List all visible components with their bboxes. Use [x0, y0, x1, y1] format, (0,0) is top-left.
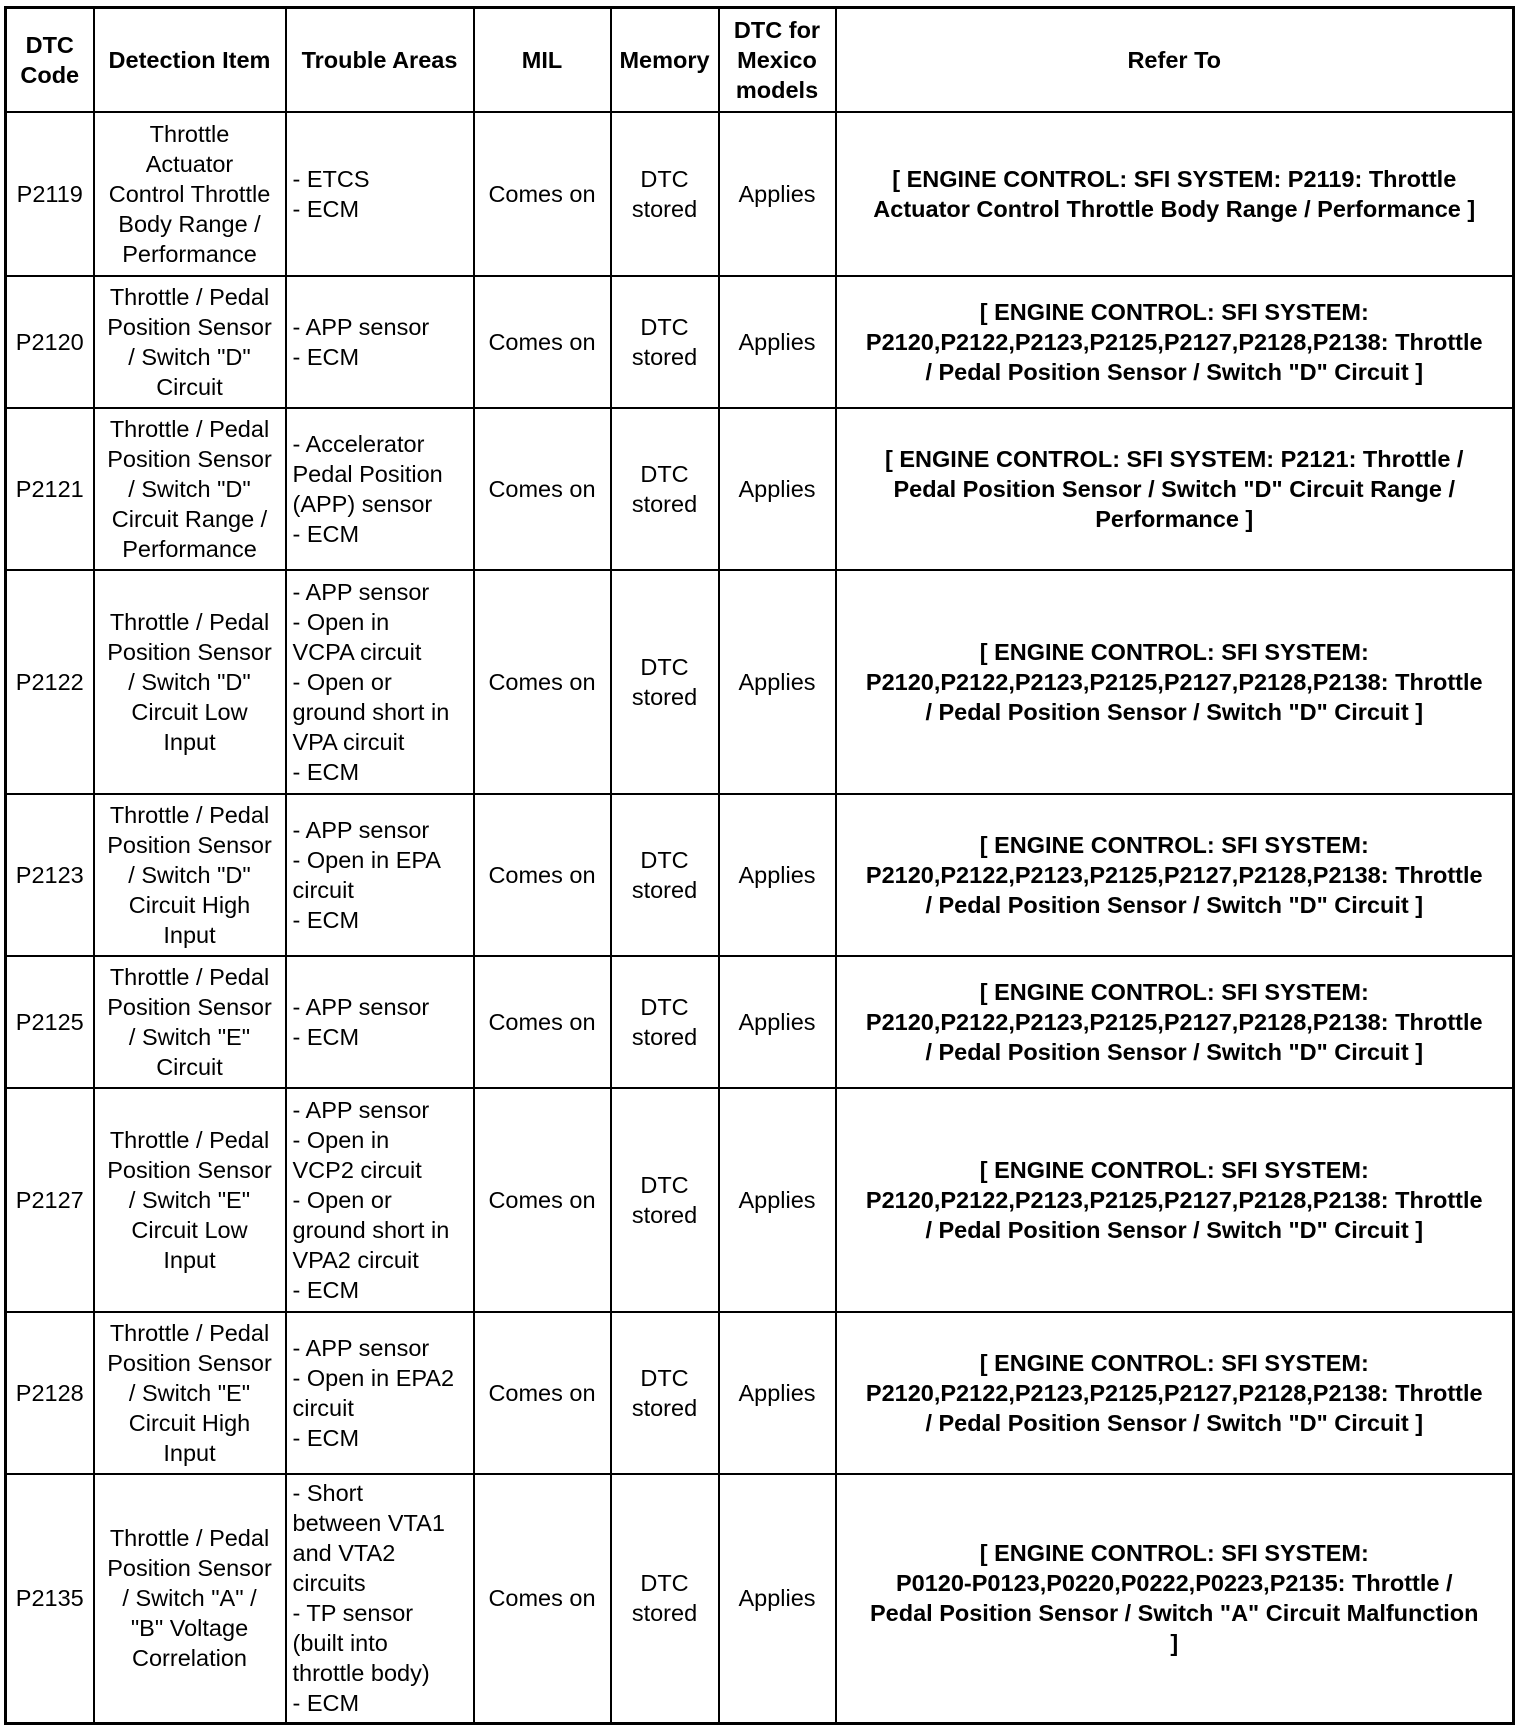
table-row — [6, 794, 1514, 956]
table-row — [6, 276, 1514, 408]
table-row — [6, 1474, 1514, 1724]
table-body — [6, 112, 1514, 1724]
detection-item-cell: Throttle / Pedal Position Sensor / Switch "D" Circuit Low Input — [94, 570, 286, 794]
header-detection-item: Detection Item — [94, 8, 286, 112]
detection-item-cell: Throttle / Pedal Position Sensor / Switch "E" Circuit Low Input — [94, 1088, 286, 1312]
table-row — [6, 112, 1514, 276]
memory-cell: DTC stored — [611, 112, 719, 276]
mexico-cell: Applies — [719, 1312, 836, 1474]
trouble-areas-cell: - ETCS - ECM — [286, 112, 474, 276]
table-row — [6, 570, 1514, 794]
refer-to-cell: [ ENGINE CONTROL: SFI SYSTEM: P2120,P2122,P2123,P2125,P2127,P2128,P2138: Throttle / Pedal Position Sensor / Switch "D" Circuit ] — [836, 794, 1514, 956]
refer-to-cell: [ ENGINE CONTROL: SFI SYSTEM: P2120,P2122,P2123,P2125,P2127,P2128,P2138: Throttle / Pedal Position Sensor / Switch "D" Circuit ] — [836, 956, 1514, 1088]
mil-cell: Comes on — [474, 1312, 611, 1474]
mil-cell: Comes on — [474, 1088, 611, 1312]
trouble-areas-cell: - APP sensor - Open in VCP2 circuit - Open or ground short in VPA2 circuit - ECM — [286, 1088, 474, 1312]
trouble-areas-cell: - APP sensor - Open in VCPA circuit - Open or ground short in VPA circuit - ECM — [286, 570, 474, 794]
refer-to-cell: [ ENGINE CONTROL: SFI SYSTEM: P2120,P2122,P2123,P2125,P2127,P2128,P2138: Throttle / Pedal Position Sensor / Switch "D" Circuit ] — [836, 570, 1514, 794]
detection-item-cell: Throttle / Pedal Position Sensor / Switch "D" Circuit High Input — [94, 794, 286, 956]
detection-item-cell: Throttle / Pedal Position Sensor / Switch "A" / "B" Voltage Correlation — [94, 1474, 286, 1724]
dtc-code-cell: P2119 — [6, 112, 94, 276]
table-row — [6, 408, 1514, 570]
memory-cell: DTC stored — [611, 408, 719, 570]
dtc-code-cell: P2123 — [6, 794, 94, 956]
detection-item-cell: Throttle / Pedal Position Sensor / Switch "E" Circuit High Input — [94, 1312, 286, 1474]
mexico-cell: Applies — [719, 276, 836, 408]
mexico-cell: Applies — [719, 1474, 836, 1724]
trouble-areas-cell: - APP sensor - Open in EPA circuit - ECM — [286, 794, 474, 956]
detection-item-cell: Throttle Actuator Control Throttle Body Range / Performance — [94, 112, 286, 276]
dtc-code-cell: P2128 — [6, 1312, 94, 1474]
refer-to-cell: [ ENGINE CONTROL: SFI SYSTEM: P2120,P2122,P2123,P2125,P2127,P2128,P2138: Throttle / Pedal Position Sensor / Switch "D" Circuit ] — [836, 1312, 1514, 1474]
mexico-cell: Applies — [719, 570, 836, 794]
mil-cell: Comes on — [474, 1474, 611, 1724]
detection-item-cell: Throttle / Pedal Position Sensor / Switch "D" Circuit Range / Performance — [94, 408, 286, 570]
mexico-cell: Applies — [719, 112, 836, 276]
dtc-table — [4, 6, 1515, 1725]
refer-to-cell: [ ENGINE CONTROL: SFI SYSTEM: P2120,P2122,P2123,P2125,P2127,P2128,P2138: Throttle / Pedal Position Sensor / Switch "D" Circuit ] — [836, 276, 1514, 408]
refer-to-cell: [ ENGINE CONTROL: SFI SYSTEM: P2119: Throttle Actuator Control Throttle Body Range / Performance ] — [836, 112, 1514, 276]
mexico-cell: Applies — [719, 956, 836, 1088]
header-trouble-areas: Trouble Areas — [286, 8, 474, 112]
dtc-code-cell: P2122 — [6, 570, 94, 794]
dtc-code-cell: P2121 — [6, 408, 94, 570]
trouble-areas-cell: - APP sensor - ECM — [286, 956, 474, 1088]
trouble-areas-cell: - Accelerator Pedal Position (APP) sensor - ECM — [286, 408, 474, 570]
dtc-code-cell: P2127 — [6, 1088, 94, 1312]
mexico-cell: Applies — [719, 408, 836, 570]
mil-cell: Comes on — [474, 276, 611, 408]
header-dtc-code: DTC Code — [6, 8, 94, 112]
memory-cell: DTC stored — [611, 276, 719, 408]
memory-cell: DTC stored — [611, 1088, 719, 1312]
detection-item-cell: Throttle / Pedal Position Sensor / Switch "D" Circuit — [94, 276, 286, 408]
table-row — [6, 956, 1514, 1088]
refer-to-cell: [ ENGINE CONTROL: SFI SYSTEM: P2120,P2122,P2123,P2125,P2127,P2128,P2138: Throttle / Pedal Position Sensor / Switch "D" Circuit ] — [836, 1088, 1514, 1312]
header-row — [6, 8, 1514, 112]
mil-cell: Comes on — [474, 112, 611, 276]
trouble-areas-cell: - APP sensor - ECM — [286, 276, 474, 408]
trouble-areas-cell: - APP sensor - Open in EPA2 circuit - ECM — [286, 1312, 474, 1474]
mil-cell: Comes on — [474, 794, 611, 956]
memory-cell: DTC stored — [611, 1474, 719, 1724]
memory-cell: DTC stored — [611, 956, 719, 1088]
table-row — [6, 1088, 1514, 1312]
mil-cell: Comes on — [474, 956, 611, 1088]
table-row — [6, 1312, 1514, 1474]
trouble-areas-cell: - Short between VTA1 and VTA2 circuits - TP sensor (built into throttle body) - ECM — [286, 1474, 474, 1724]
header-mexico-models: DTC for Mexico models — [719, 8, 836, 112]
memory-cell: DTC stored — [611, 570, 719, 794]
mexico-cell: Applies — [719, 1088, 836, 1312]
header-refer-to: Refer To — [836, 8, 1514, 112]
dtc-code-cell: P2125 — [6, 956, 94, 1088]
refer-to-cell: [ ENGINE CONTROL: SFI SYSTEM: P2121: Throttle / Pedal Position Sensor / Switch "D" Circuit Range / Performance ] — [836, 408, 1514, 570]
memory-cell: DTC stored — [611, 794, 719, 956]
memory-cell: DTC stored — [611, 1312, 719, 1474]
dtc-code-cell: P2120 — [6, 276, 94, 408]
header-mil: MIL — [474, 8, 611, 112]
mil-cell: Comes on — [474, 570, 611, 794]
mexico-cell: Applies — [719, 794, 836, 956]
dtc-code-cell: P2135 — [6, 1474, 94, 1724]
header-memory: Memory — [611, 8, 719, 112]
mil-cell: Comes on — [474, 408, 611, 570]
refer-to-cell: [ ENGINE CONTROL: SFI SYSTEM: P0120-P0123,P0220,P0222,P0223,P2135: Throttle / Pedal Position Sensor / Switch "A" Circuit Malfunction ] — [836, 1474, 1514, 1724]
detection-item-cell: Throttle / Pedal Position Sensor / Switch "E" Circuit — [94, 956, 286, 1088]
